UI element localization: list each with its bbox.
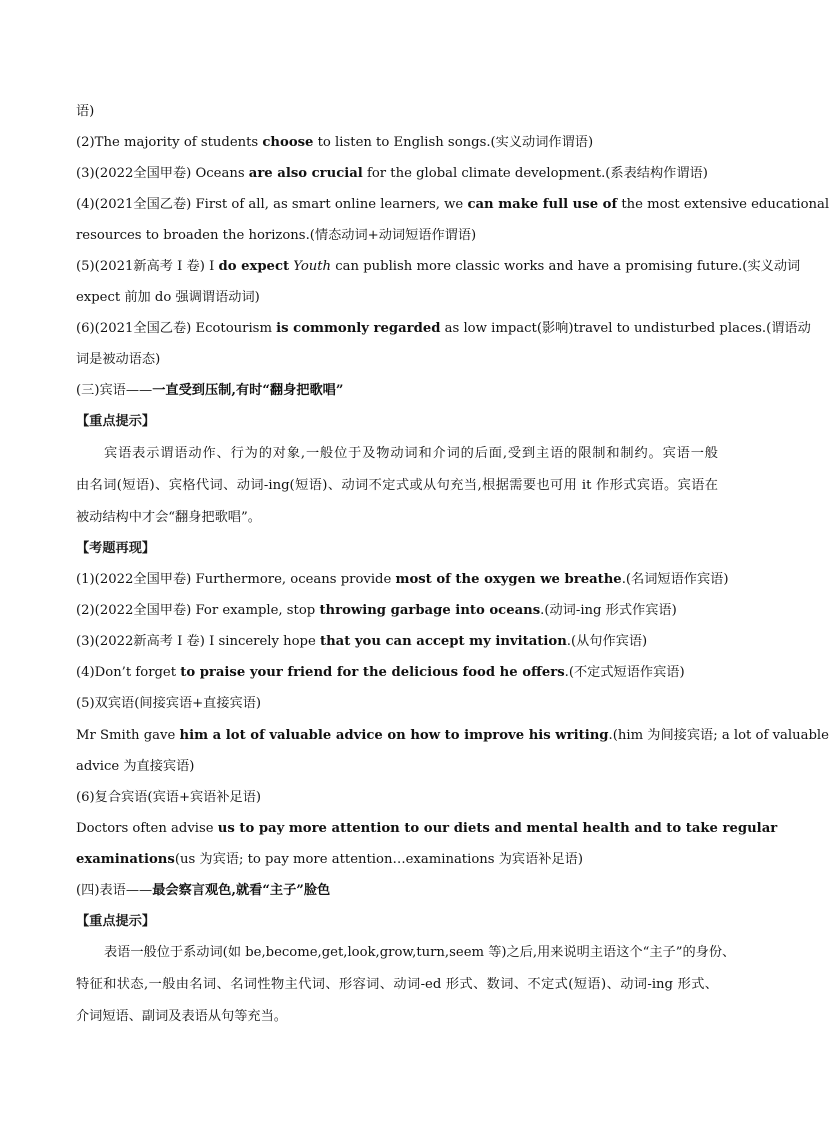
example-line: (4)(2021全国乙卷) First of all, as smart online learners, we can make full use of the most extensive educational (76, 197, 829, 212)
example-line: (5)双宾语(间接宾语+直接宾语) (76, 696, 262, 711)
example-line: (2)The majority of students choose to listen to English songs.(实义动词作谓语) (76, 135, 594, 150)
example-line: (3)(2022新高考 Ⅰ 卷) I sincerely hope that you can accept my invitation.(从句作宾语) (76, 634, 648, 649)
example-line: (6)复合宾语(宾语+宾语补足语) (76, 790, 262, 805)
example-line: Mr Smith gave him a lot of valuable advice on how to improve his writing.(him 为间接宾语; a lot of valuable (76, 728, 829, 743)
key-tip-label: 【重点提示】 (76, 914, 156, 929)
example-line: Doctors often advise us to pay more attention to our diets and mental health and to take regular (76, 821, 778, 836)
example-line: examinations(us 为宾语; to pay more attention…examinations 为宾语补足语) (76, 852, 583, 867)
example-line: (6)(2021全国乙卷) Ecotourism is commonly regarded as low impact(影响)travel to undisturbed places.(谓语动 (76, 321, 811, 336)
example-line: 词是被动语态) (76, 352, 161, 367)
paragraph-line: 介词短语、副词及表语从句等充当。 (76, 1009, 287, 1024)
paragraph-line: 表语一般位于系动词(如 be,become,get,look,grow,turn,seem 等)之后,用来说明主语这个“主子”的身份、 (104, 945, 736, 960)
example-line: expect 前加 do 强调谓语动词) (76, 290, 260, 305)
exam-review-label: 【考题再现】 (76, 541, 156, 556)
paragraph-line: 由名词(短语)、宾格代词、动词-ing(短语)、动词不定式或从句充当,根据需要也可用 it 作形式宾语。宾语在 (76, 478, 718, 493)
example-line: (3)(2022全国甲卷) Oceans are also crucial for the global climate development.(系表结构作谓语) (76, 166, 708, 181)
example-line: (4)Don’t forget to praise your friend for the delicious food he offers.(不定式短语作宾语) (76, 665, 685, 680)
example-line: resources to broaden the horizons.(情态动词+动词短语作谓语) (76, 228, 477, 243)
section-heading: (四)表语——最会察言观色,就看“主子”脸色 (76, 883, 331, 898)
example-line: (1)(2022全国甲卷) Furthermore, oceans provide most of the oxygen we breathe.(名词短语作宾语) (76, 572, 729, 587)
example-line: (5)(2021新高考 Ⅰ 卷) I do expect Youth can publish more classic works and have a promising future.(实义动词 (76, 259, 801, 274)
key-tip-label: 【重点提示】 (76, 414, 156, 429)
section-heading: (三)宾语——一直受到压制,有时“翻身把歌唱” (76, 383, 344, 398)
paragraph-line: 特征和状态,一般由名词、名词性物主代词、形容词、动词-ed 形式、数词、不定式(短语)、动词-ing 形式、 (76, 977, 718, 992)
paragraph-line: 宾语表示谓语动作、行为的对象,一般位于及物动词和介词的后面,受到主语的限制和制约。宾语一般 (104, 446, 718, 461)
text-line: 语) (76, 104, 95, 119)
paragraph-line: 被动结构中才会“翻身把歌唱”。 (76, 510, 261, 525)
example-line: advice 为直接宾语) (76, 759, 195, 774)
example-line: (2)(2022全国甲卷) For example, stop throwing garbage into oceans.(动词-ing 形式作宾语) (76, 603, 677, 618)
